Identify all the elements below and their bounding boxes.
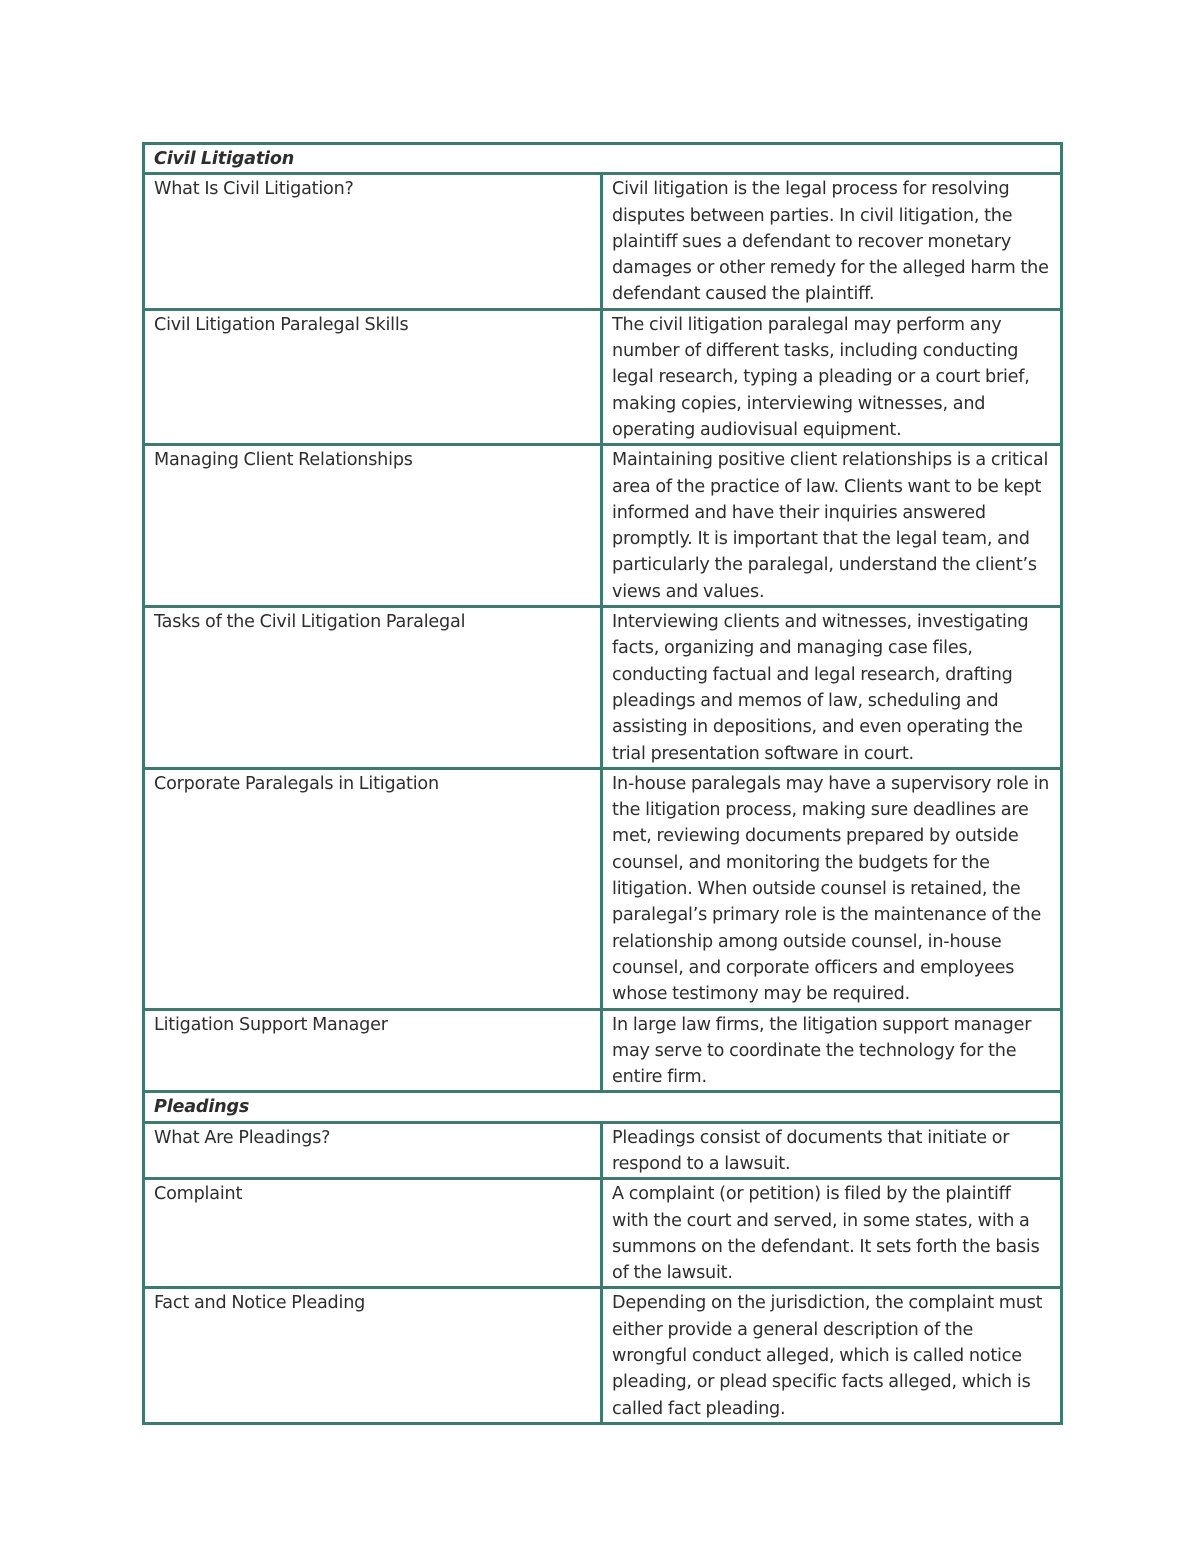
section-header-row <box>144 1092 1062 1122</box>
definition-cell: A complaint (or petition) is filed by the plaintiff with the court and served, in some states, with a summons on the defendant. It sets forth the basis of the lawsuit. <box>602 1179 1062 1288</box>
table-row <box>144 768 1062 1009</box>
definition-cell: In-house paralegals may have a supervisory role in the litigation process, making sure deadlines are met, reviewing documents prepared by outside counsel, and monitoring the budgets for the litigation. When outside counsel is retained, the paralegal’s primary role is the maintenance of the relationship among outside counsel, in-house counsel, and corporate officers and employees whose testimony may be required. <box>602 768 1062 1009</box>
term-cell: What Is Civil Litigation? <box>144 174 602 309</box>
definition-cell: Maintaining positive client relationships is a critical area of the practice of law. Clients want to be kept informed and have their inquiries answered promptly. It is important that the legal team, and particularly the paralegal, understand the client’s views and values. <box>602 445 1062 607</box>
term-cell: Litigation Support Manager <box>144 1009 602 1092</box>
table-row <box>144 309 1062 444</box>
table-row <box>144 1009 1062 1092</box>
definition-cell: Interviewing clients and witnesses, investigating facts, organizing and managing case files, conducting factual and legal research, drafting pleadings and memos of law, scheduling and assisting in depositions, and even operating the trial presentation software in court. <box>602 607 1062 769</box>
term-cell: Civil Litigation Paralegal Skills <box>144 309 602 444</box>
term-cell: Fact and Notice Pleading <box>144 1288 602 1423</box>
table-row <box>144 1288 1062 1423</box>
term-cell: Managing Client Relationships <box>144 445 602 607</box>
table-row <box>144 1122 1062 1179</box>
term-cell: Complaint <box>144 1179 602 1288</box>
definition-cell: The civil litigation paralegal may perform any number of different tasks, including conducting legal research, typing a pleading or a court brief, making copies, interviewing witnesses, and operating audiovisual equipment. <box>602 309 1062 444</box>
definition-cell: Pleadings consist of documents that initiate or respond to a lawsuit. <box>602 1122 1062 1179</box>
table-row <box>144 1179 1062 1288</box>
section-header-row <box>144 144 1062 174</box>
term-cell: What Are Pleadings? <box>144 1122 602 1179</box>
table-row <box>144 174 1062 309</box>
definition-cell: Civil litigation is the legal process for resolving disputes between parties. In civil litigation, the plaintiff sues a defendant to recover monetary damages or other remedy for the alleged harm the defendant caused the plaintiff. <box>602 174 1062 309</box>
definition-cell: In large law firms, the litigation support manager may serve to coordinate the technology for the entire firm. <box>602 1009 1062 1092</box>
term-cell: Tasks of the Civil Litigation Paralegal <box>144 607 602 769</box>
study-notes-table <box>142 142 1063 1425</box>
table-row <box>144 445 1062 607</box>
definition-cell: Depending on the jurisdiction, the complaint must either provide a general description of the wrongful conduct alleged, which is called notice pleading, or plead specific facts alleged, which is called fact pleading. <box>602 1288 1062 1423</box>
term-cell: Corporate Paralegals in Litigation <box>144 768 602 1009</box>
section-title: Pleadings <box>144 1092 1062 1122</box>
table-row <box>144 607 1062 769</box>
section-title: Civil Litigation <box>144 144 1062 174</box>
